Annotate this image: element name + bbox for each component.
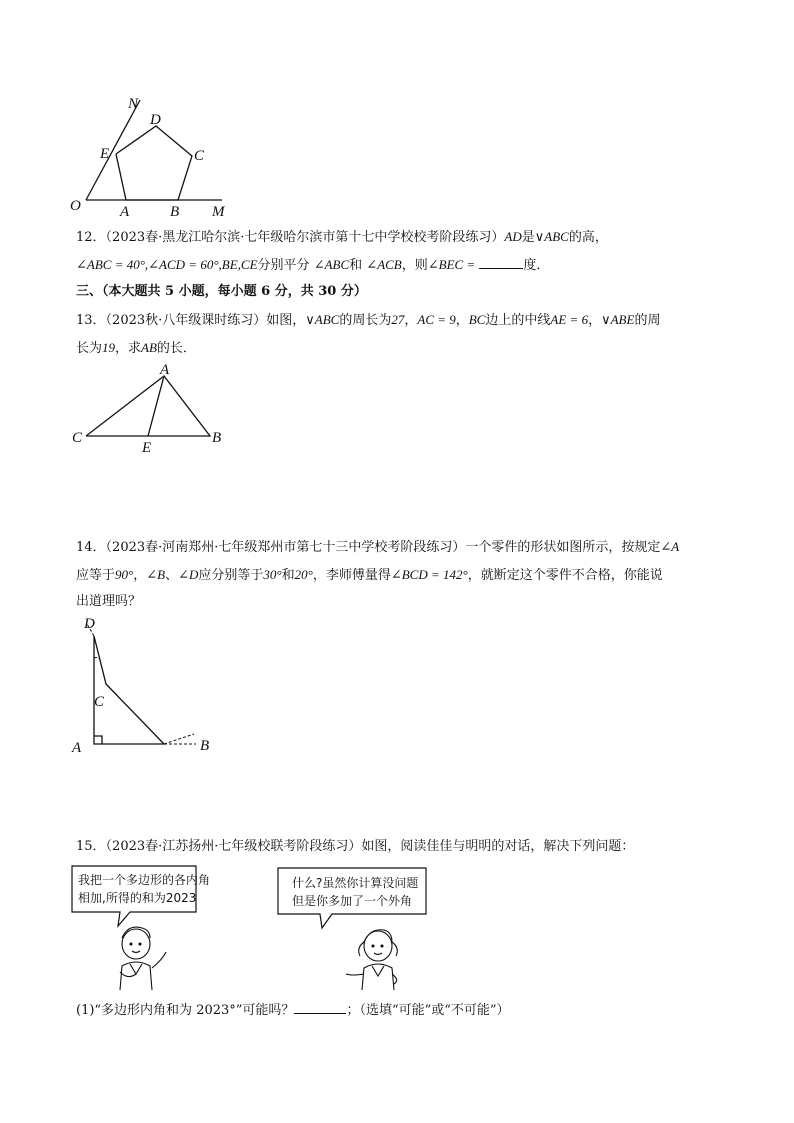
q15-line1: 15．（2023春·江苏扬州·七年级校联考阶段练习）如图，阅读佳佳与明明的对话，解决下列问题： xyxy=(76,839,635,854)
q13-ab: AB xyxy=(141,340,157,355)
q14-angle-bcd: ∠BCD = 142° xyxy=(390,567,468,582)
q13-text-h: ，求 xyxy=(115,341,142,356)
q12-line2 xyxy=(76,256,549,275)
q12-triangle: ∨ABC xyxy=(534,229,569,244)
q14-angle-d: ∠D xyxy=(178,567,199,582)
q12-text-f: 度． xyxy=(523,258,550,273)
bubble-left-line2: 相加,所得的和为2023 xyxy=(78,891,197,905)
q13-text-f: 的周 xyxy=(634,313,661,328)
q12-angle-abc: ∠ABC xyxy=(313,257,350,272)
girl-figure-icon xyxy=(346,930,397,990)
figure-part xyxy=(66,612,226,754)
q12-text-c: 分别平分 xyxy=(257,258,310,273)
bubble-left-line1: 我把一个多边形的各内角 xyxy=(78,873,211,887)
q14-line2 xyxy=(76,566,663,585)
q14-text-c: 、 xyxy=(165,568,179,583)
q14-text-e: 和 xyxy=(281,568,295,583)
q13-text-c: ， xyxy=(455,313,469,328)
q13-triangle-abc: ∨ABC xyxy=(305,312,340,327)
q12-source: 12．（2023春·黑龙江哈尔滨·七年级哈尔滨市第十七中学校校考阶段练习） xyxy=(76,230,505,245)
q12-angle-acb: ∠ACB xyxy=(366,257,402,272)
label-d: D xyxy=(84,616,95,632)
q12-bisectors: ,BE,CE xyxy=(218,257,258,272)
q15-sub1 xyxy=(76,1001,510,1020)
q13-perimeter: 27 xyxy=(391,312,405,327)
pentagon-edges xyxy=(116,126,192,200)
q14-20: 20° xyxy=(294,567,313,582)
q14-text-b: ， xyxy=(133,568,147,583)
q13-text-e: ， xyxy=(588,313,602,328)
label-o: O xyxy=(70,198,81,214)
q14-source: 14．（2023春·河南郑州·七年级郑州市第七十三中学校考阶段练习）一个零件的形状如图所示，按规定 xyxy=(76,540,661,555)
q12-line1 xyxy=(76,228,608,247)
label-b: B xyxy=(212,430,222,446)
q13-text-b: ， xyxy=(404,313,418,328)
q12-text-a: 是 xyxy=(521,230,535,245)
q12-text-e: ，则 xyxy=(401,258,428,273)
q13-perimeter-abe: 19 xyxy=(102,340,116,355)
q14-angle-a: ∠A xyxy=(660,539,680,554)
q14-text-g: ，就断定这个零件不合格，你能说 xyxy=(467,568,663,583)
q13-line1 xyxy=(76,311,660,330)
q13-ac: AC = 9 xyxy=(417,312,456,327)
label-d: D xyxy=(150,112,161,128)
label-a: A xyxy=(120,204,130,220)
median-ae xyxy=(148,376,164,436)
q14-line3: 出道理吗？ xyxy=(76,594,142,609)
q14-line1 xyxy=(76,538,679,557)
q13-ae: AE = 6 xyxy=(550,312,589,327)
label-e: E xyxy=(100,146,110,162)
q14-30: 30° xyxy=(263,567,282,582)
bubble-right-line1: 什么?虽然你计算没问题 xyxy=(292,876,419,890)
q12-answer-blank[interactable] xyxy=(479,256,523,269)
q12-text-b: 的高， xyxy=(568,230,608,245)
bubble-right-line2: 但是你多加了一个外角 xyxy=(292,894,413,908)
dashed-extension-b2 xyxy=(164,734,194,744)
q12-angles: ∠ABC = 40°,∠ACD = 60° xyxy=(76,257,219,272)
q15-sub1-hint: ；（选填“可能”或“不可能”） xyxy=(346,1003,510,1018)
triangle-edges xyxy=(86,376,210,436)
label-n: N xyxy=(128,96,139,112)
label-c: C xyxy=(94,694,105,710)
label-b: B xyxy=(170,204,180,220)
q13-bc: BC xyxy=(468,312,486,327)
q13-text-d: 边上的中线 xyxy=(485,313,551,328)
q14-text-f: ，李师傅量得 xyxy=(312,568,391,583)
label-b: B xyxy=(200,738,210,754)
q12-text-d: 和 xyxy=(349,258,363,273)
q12-angle-bec: ∠BEC = xyxy=(427,257,476,272)
right-angle-mark xyxy=(94,736,102,744)
q15-sub1-blank[interactable] xyxy=(294,1001,346,1014)
part-outline xyxy=(94,636,164,744)
figure-triangle xyxy=(66,362,236,458)
q13-text-g: 长为 xyxy=(76,341,103,356)
q15-sub1-question: (1)“多边形内角和为 2023°”可能吗？ xyxy=(76,1003,295,1018)
q14-90: 90° xyxy=(115,567,134,582)
label-m: M xyxy=(212,204,225,220)
q13-triangle-abe: ∨ABE xyxy=(601,312,635,327)
label-c: C xyxy=(72,430,83,446)
q13-line2 xyxy=(76,339,196,358)
q14-angle-b: ∠B xyxy=(146,567,166,582)
q13-text-a: 的周长为 xyxy=(339,313,392,328)
figure-pentagon xyxy=(66,92,246,222)
label-a: A xyxy=(160,362,170,378)
label-c: C xyxy=(194,148,205,164)
q13-source: 13．（2023秋·八年级课时练习）如图， xyxy=(76,313,306,328)
q13-text-i: 的长． xyxy=(156,341,196,356)
ray-on xyxy=(86,100,140,200)
section-3-heading: 三、（本大题共 5 小题，每小题 6 分，共 30 分） xyxy=(76,284,367,299)
label-a: A xyxy=(72,740,82,754)
q14-text-d: 应分别等于 xyxy=(198,568,264,583)
figure-dialogue xyxy=(70,864,430,994)
q14-text-a: 应等于 xyxy=(76,568,116,583)
label-e: E xyxy=(142,440,152,456)
q12-ad: AD xyxy=(504,229,522,244)
boy-figure-icon xyxy=(120,927,166,990)
